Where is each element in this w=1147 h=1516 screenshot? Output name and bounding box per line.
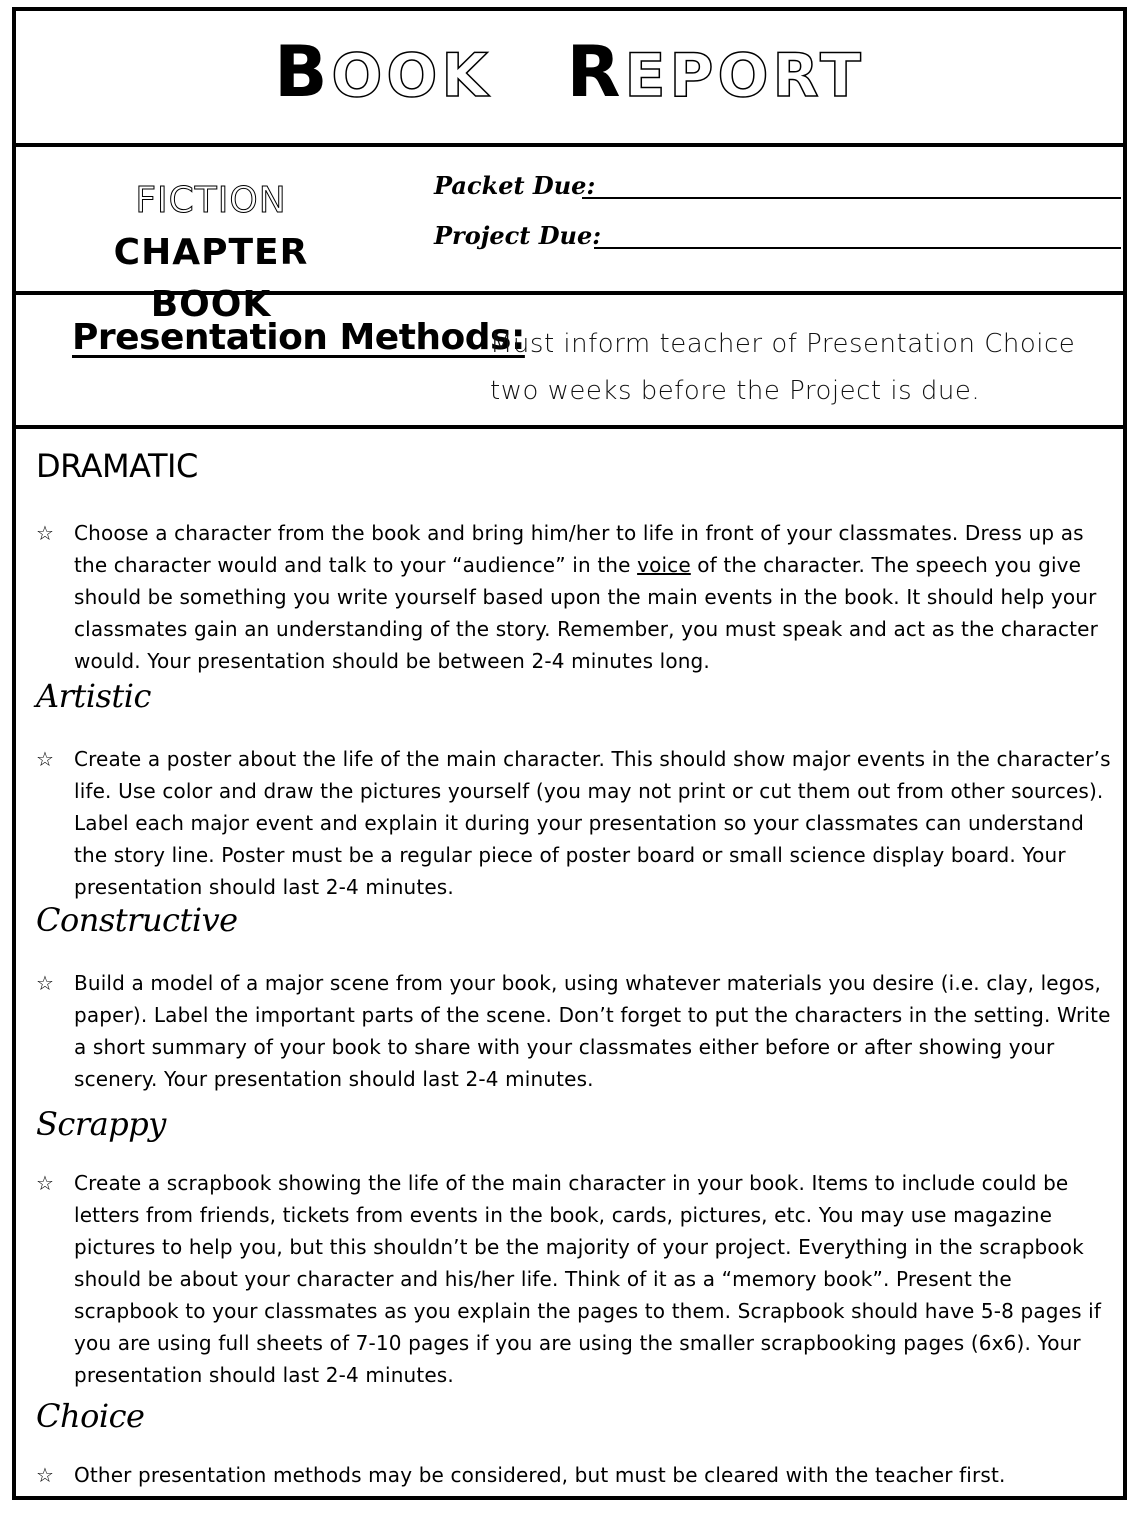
star-icon: ☆: [36, 747, 54, 771]
packet-due-label: Packet Due:: [434, 171, 596, 200]
section-title-artistic: Artistic: [36, 677, 151, 715]
presentation-methods-section: [16, 295, 1123, 429]
book-type-fiction: FICTION: [135, 180, 287, 221]
presentation-methods-heading: Presentation Methods:: [72, 317, 525, 358]
title-initial-b: B: [274, 31, 332, 113]
section-title-scrappy: Scrappy: [36, 1105, 166, 1143]
bullet-text-scrappy: Create a scrapbook showing the life of the main character in your book. Items to include could be letters from friends, tickets from events in the book, cards, pictures, etc. You may use magazine pictures to help you, but this shouldn’t be the majority of your project. Everything in the scrapbook should be about your character and his/her life. Think of it as a “memory book”. Present the scrapbook to your classmates as you explain the pages to them. Scrapbook should have 5-8 pages if you are using full sheets of 7-10 pages if you are using the smaller scrapbooking pages (6x6). Your presentation should last 2-4 minutes.: [74, 1171, 1102, 1387]
title-initial-r: R: [566, 31, 625, 113]
project-due-label: Project Due:: [434, 221, 602, 250]
presentation-note: [490, 321, 1120, 415]
bullet-text-constructive: Build a model of a major scene from your book, using whatever materials you desire (i.e. clay, legos, paper). Label the important parts of the scene. Don’t forget to put the characters in the setting. Write a short summary of your book to share with your classmates either before or after showing your scenery. Your presentation should last 2-4 minutes.: [74, 971, 1111, 1091]
star-icon: ☆: [36, 1463, 54, 1487]
document-title: [16, 31, 1123, 113]
presentation-note-line-1: Must inform teacher of Presentation Choice: [490, 329, 1076, 359]
info-section: [16, 147, 1123, 325]
title-section: [16, 11, 1123, 147]
star-icon: ☆: [36, 971, 54, 995]
bullet-text-choice: Other presentation methods may be considered, but must be cleared with the teacher first.: [74, 1463, 1006, 1487]
dramatic-text-part-1: Choose a character from the book and bring him/her to life in front of your classmates. Dress up as the character would and talk to your “audience” in the: [74, 521, 1084, 577]
project-due-line[interactable]: [594, 247, 1121, 249]
section-title-choice: Choice: [36, 1397, 145, 1435]
title-rest-eport: EPORT: [624, 41, 865, 111]
packet-due-line[interactable]: [582, 197, 1121, 199]
book-type-book: BOOK: [150, 284, 272, 325]
dramatic-text-part-2: of the character. The speech you give should be something you write yourself based upon the main events in the book. It should help your classmates gain an understanding of the story. Remember, you must speak and act as the character would. Your presentation should be between 2-4 minutes long.: [74, 553, 1098, 673]
book-report-sheet: [12, 7, 1127, 1500]
methods-list: [16, 429, 1123, 1496]
dramatic-text-voice: voice: [637, 553, 691, 577]
bullet-text-dramatic: [74, 517, 1113, 677]
presentation-note-line-2: two weeks before the Project is due.: [490, 376, 981, 406]
title-rest-ook: OOK: [331, 41, 492, 111]
bullet-text-artistic: Create a poster about the life of the main character. This should show major events in the character’s life. Use color and draw the pictures yourself (you may not print or cut them out from other sources). Label each major event and explain it during your presentation so your classmates can understand the story line. Poster must be a regular piece of poster board or small science display board. Your presentation should last 2-4 minutes.: [74, 747, 1111, 899]
star-icon: ☆: [36, 521, 54, 545]
book-type-chapter: CHAPTER: [113, 232, 309, 273]
section-title-constructive: Constructive: [36, 901, 238, 939]
section-title-dramatic: DRAMATIC: [36, 447, 198, 485]
star-icon: ☆: [36, 1171, 54, 1195]
